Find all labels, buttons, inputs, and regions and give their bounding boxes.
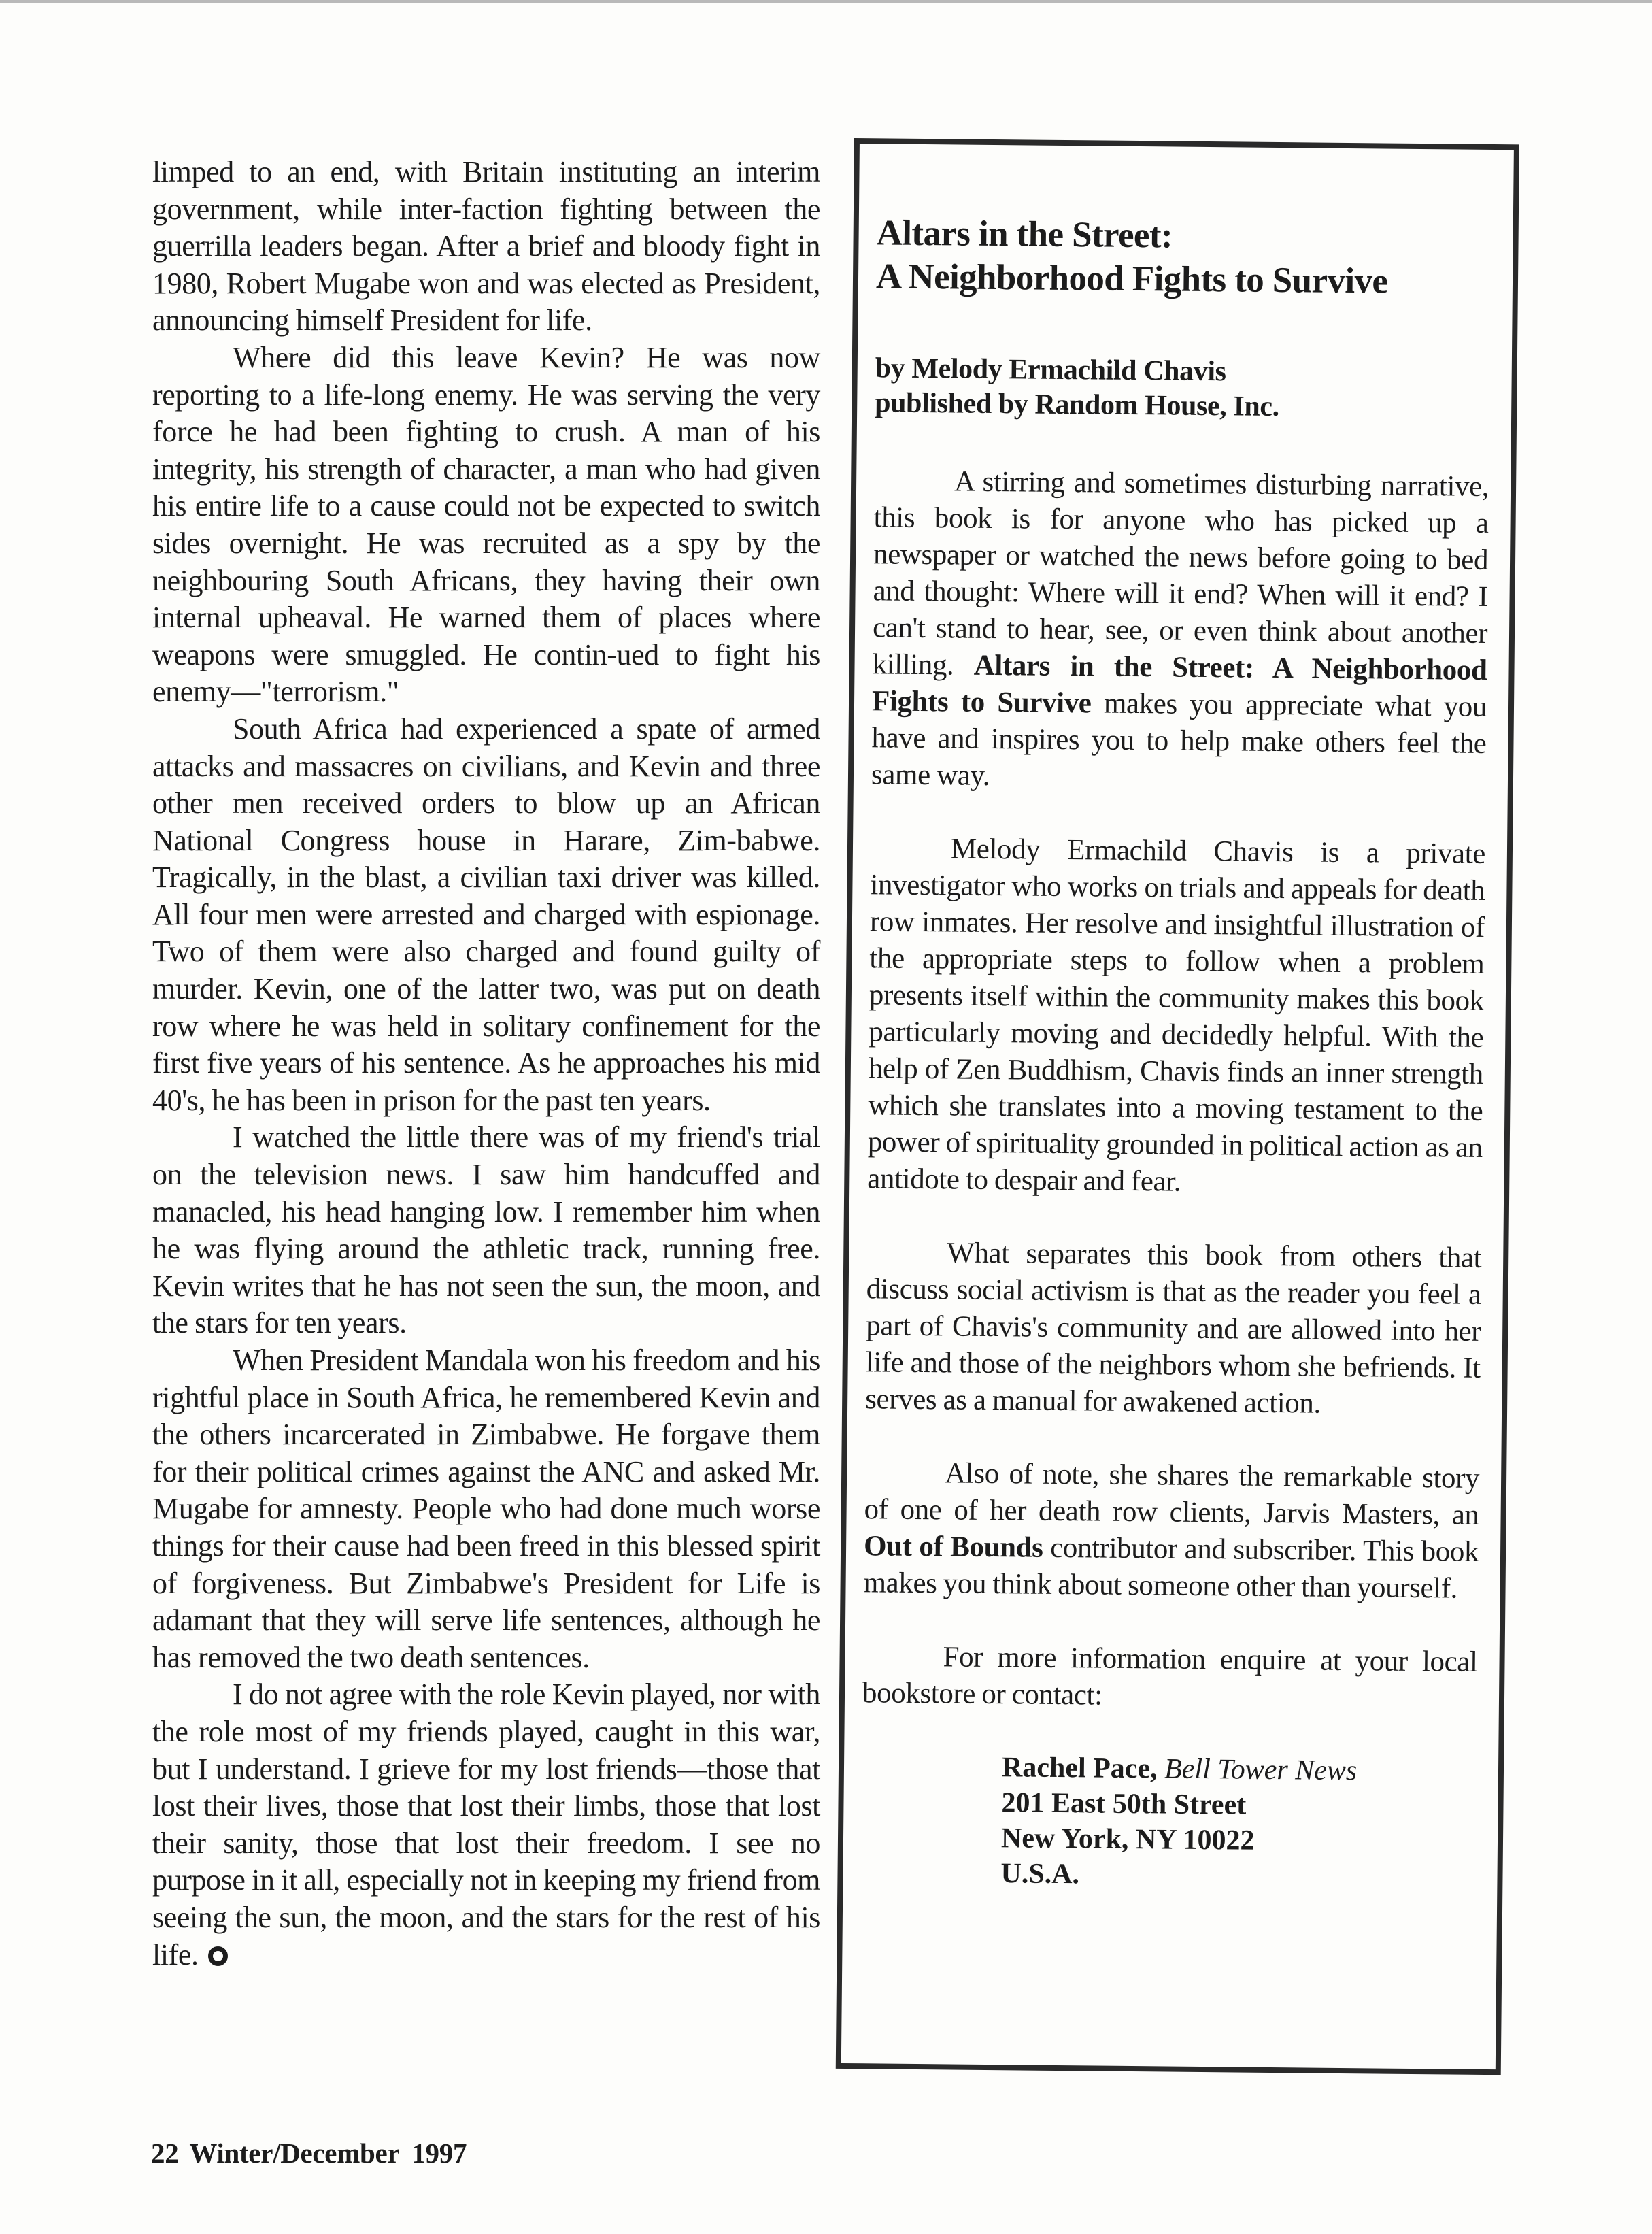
book-title-inline: Altars in the Street: A Neighborhood Fights to Survive — [871, 649, 1487, 720]
page-number: 22 — [151, 2137, 179, 2169]
scan-edge — [0, 0, 1652, 3]
book-title — [876, 211, 1491, 304]
review-text: makes you appreciate what you have and inspires you to help make others feel the same way. — [871, 687, 1487, 792]
review-paragraph: Melody Ermachild Chavis is a private investigator who works on trials and appeals for death row inmates. Her resolve and insightful illustration of the appropriate steps to follow when a problem presents itself within the community makes this book particularly moving and decidedly helpful. With the help of Zen Buddhism, Chavis finds an inner strength which she translates into a moving testament to the power of spirituality grounded in political action as an antidote to despair and fear. — [867, 833, 1486, 1198]
review-paragraph — [871, 463, 1489, 799]
page-footer — [151, 2137, 467, 2169]
article-continuation-column — [152, 154, 820, 1973]
review-paragraph — [863, 1454, 1479, 1607]
article-paragraph: limped to an end, with Britain instituting an interim government, while inter-faction fighting between the guerrilla leaders began. After a brief and bloody fight in 1980, Robert Mugabe won and was elected as President, announcing himself President for life. — [152, 155, 820, 337]
article-paragraph: I watched the little there was of my friend's trial on the television news. I saw him handcuffed and manacled, his head hanging low. I remember him when he was flying around the athletic track, running free. Kevin writes that he has not seen the sun, the moon, and the stars for ten years. — [152, 1120, 820, 1340]
contact-organization: Bell Tower News — [1164, 1753, 1358, 1787]
contact-name: Rachel Pace, — [1001, 1752, 1165, 1785]
issue-label: Winter/December — [189, 2137, 400, 2169]
issue-year: 1997 — [411, 2137, 467, 2169]
end-of-article-circle-icon — [208, 1946, 228, 1966]
magazine-name-inline: Out of Bounds — [863, 1530, 1043, 1564]
review-body — [862, 463, 1489, 1718]
review-text: contributor and subscriber. This book makes you think about someone other than yourself. — [863, 1531, 1479, 1605]
book-review-box — [836, 138, 1519, 2075]
review-text: Also of note, she shares the remarkable story of one of her death row clients, Jarvis Masters, an — [864, 1457, 1480, 1531]
book-author: by Melody Ermachild Chavis — [875, 352, 1226, 388]
review-text: A stirring and sometimes disturbing narrative, this book is for anyone who has picked up a newspaper or watched the news before going to bed and thought: Where will it end? When will it end? I can't stand to hear, see, or even think about another killing. — [872, 465, 1489, 682]
review-paragraph: For more information enquire at your local bookstore or contact: — [862, 1641, 1478, 1712]
contact-country: U.S.A. — [1000, 1858, 1080, 1890]
article-paragraph: Where did this leave Kevin? He was now reporting to a life-long enemy. He was serving the very force he had been fighting to crush. A man of his integrity, his strength of character, a man who had given his entire life to a cause could not be expected to switch sides overnight. He was recruited as a spy by the neighbouring South Africans, they having their own internal upheaval. He warned them of places where weapons were smuggled. He contin-ued to fight his enemy—"terrorism." — [152, 340, 820, 709]
contact-address-block — [1000, 1750, 1477, 1896]
contact-street: 201 East 50th Street — [1001, 1787, 1247, 1821]
book-title-line-2: A Neighborhood Fights to Survive — [875, 256, 1388, 301]
article-paragraph: South Africa had experienced a spate of armed attacks and massacres on civilians, and Kevin and three other men received orders to blow up an African National Congress house in Harare, Zim-babwe. Tragically, in the blast, a civilian taxi driver was killed. All four men were arrested and charged with espionage. Two of them were also charged and found guilty of murder. Kevin, one of the latter two, was put on death row where he was held in solitary confinement for the first five years of his sentence. As he approaches his mid 40's, he has been in prison for the past ten years. — [152, 712, 820, 1117]
article-paragraph-text: I do not agree with the role Kevin played, nor with the role most of my friends played, caught in this war, but I understand. I grieve for my lost friends—those that lost their lives, those that lost their limbs, those that lost their sanity, those that lost their freedom. I see no purpose in it all, especially not in keeping my friend from seeing the sun, the moon, and the stars for the rest of his life. — [152, 1678, 820, 1971]
contact-city: New York, NY 10022 — [1000, 1822, 1255, 1856]
article-paragraph: When President Mandala won his freedom and his rightful place in South Africa, he remembered Kevin and the others incarcerated in Zimbabwe. He forgave them for their political crimes against the ANC and asked Mr. Mugabe for amnesty. People who had done much worse things for their cause had been freed in this blessed spirit of forgiveness. But Zimbabwe's President for Life is adamant that they will serve life sentences, although he has removed the two death sentences. — [152, 1344, 820, 1674]
book-title-line-1: Altars in the Street: — [876, 213, 1173, 256]
book-review-content — [860, 144, 1492, 1896]
book-byline — [875, 351, 1490, 427]
review-paragraph: What separates this book from others that discuss social activism is that as the reader you feel a part of Chavis's community and are allowed into her life and those of the neighbors whom she befriends. It serves as a manual for awakened action. — [864, 1237, 1482, 1420]
article-final-paragraph — [152, 1676, 820, 1973]
book-publisher: published by Random House, Inc. — [875, 387, 1279, 423]
